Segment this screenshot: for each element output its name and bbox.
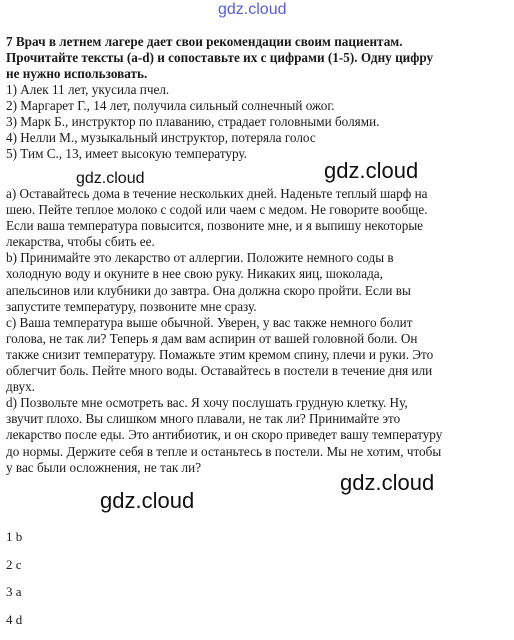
- task-line: 7 Врач в летнем лагере дает свои рекомендации своим пациентам.: [6, 34, 506, 50]
- watermark: gdz.cloud: [324, 158, 418, 184]
- text-line: запустите температуру, позвоните мне сразу.: [6, 299, 506, 315]
- task-line: Прочитайте тексты (a-d) и сопоставьте их с цифрами (1-5). Одну цифру: [6, 50, 506, 66]
- recommendation-texts: [6, 186, 506, 476]
- people-list: [6, 82, 506, 162]
- person-item: 3) Марк Б., инструктор по плаванию, страдает головными болями.: [6, 114, 506, 130]
- person-item: 5) Тим С., 13, имеет высокую температуру.: [6, 146, 506, 162]
- text-line: апельсинов или клубники до завтра. Она должна скоро пройти. Если вы: [6, 283, 506, 299]
- text-line: лекарство после еды. Это антибиотик, и он скоро приведет вашу температуру: [6, 427, 506, 443]
- person-item: 2) Маргарет Г., 14 лет, получила сильный солнечный ожог.: [6, 98, 506, 114]
- text-line: звучит плохо. Вы слишком много плавали, не так ли? Принимайте это: [6, 411, 506, 427]
- answer-list: [6, 530, 22, 640]
- text-line: c) Ваша температура выше обычной. Уверен, у вас также немного болит: [6, 315, 506, 331]
- text-line: холодную воду и окуните в нее свою руку. Никаких яиц, шоколада,: [6, 266, 506, 282]
- task-instruction: [6, 34, 506, 83]
- text-line: Если ваша температура повысится, позвоните мне, и я выпишу некоторые: [6, 218, 506, 234]
- text-line: двух.: [6, 379, 506, 395]
- answer-item: 1 b: [6, 530, 22, 558]
- answer-item: 3 a: [6, 585, 22, 613]
- answer-item: 2 c: [6, 558, 22, 586]
- text-line: голова, не так ли? Теперь я дам вам аспирин от вашей головной боли. Он: [6, 331, 506, 347]
- watermark: gdz.cloud: [76, 170, 145, 188]
- person-item: 4) Нелли М., музыкальный инструктор, потеряла голос: [6, 130, 506, 146]
- text-line: до нормы. Держите себя в тепле и останьтесь в постели. Мы не хотим, чтобы: [6, 444, 506, 460]
- text-line: шею. Пейте теплое молоко с содой или чаем с медом. Не говорите вообще.: [6, 202, 506, 218]
- text-line: также снизит температуру. Помажьте этим кремом спину, плечи и руки. Это: [6, 347, 506, 363]
- watermark-top: gdz.cloud: [218, 1, 287, 19]
- answer-item: 4 d: [6, 613, 22, 640]
- person-item: 1) Алек 11 лет, укусила пчел.: [6, 82, 506, 98]
- watermark: gdz.cloud: [100, 488, 194, 514]
- text-line: a) Оставайтесь дома в течение нескольких дней. Наденьте теплый шарф на: [6, 186, 506, 202]
- text-line: b) Принимайте это лекарство от аллергии. Положите немного соды в: [6, 250, 506, 266]
- text-line: лекарства, чтобы сбить ее.: [6, 234, 506, 250]
- watermark: gdz.cloud: [340, 470, 434, 496]
- text-line: d) Позвольте мне осмотреть вас. Я хочу послушать грудную клетку. Ну,: [6, 395, 506, 411]
- task-line: не нужно использовать.: [6, 66, 506, 82]
- text-line: у вас были осложнения, не так ли?: [6, 460, 506, 476]
- text-line: облегчит боль. Пейте много воды. Оставайтесь в постели в течение дня или: [6, 363, 506, 379]
